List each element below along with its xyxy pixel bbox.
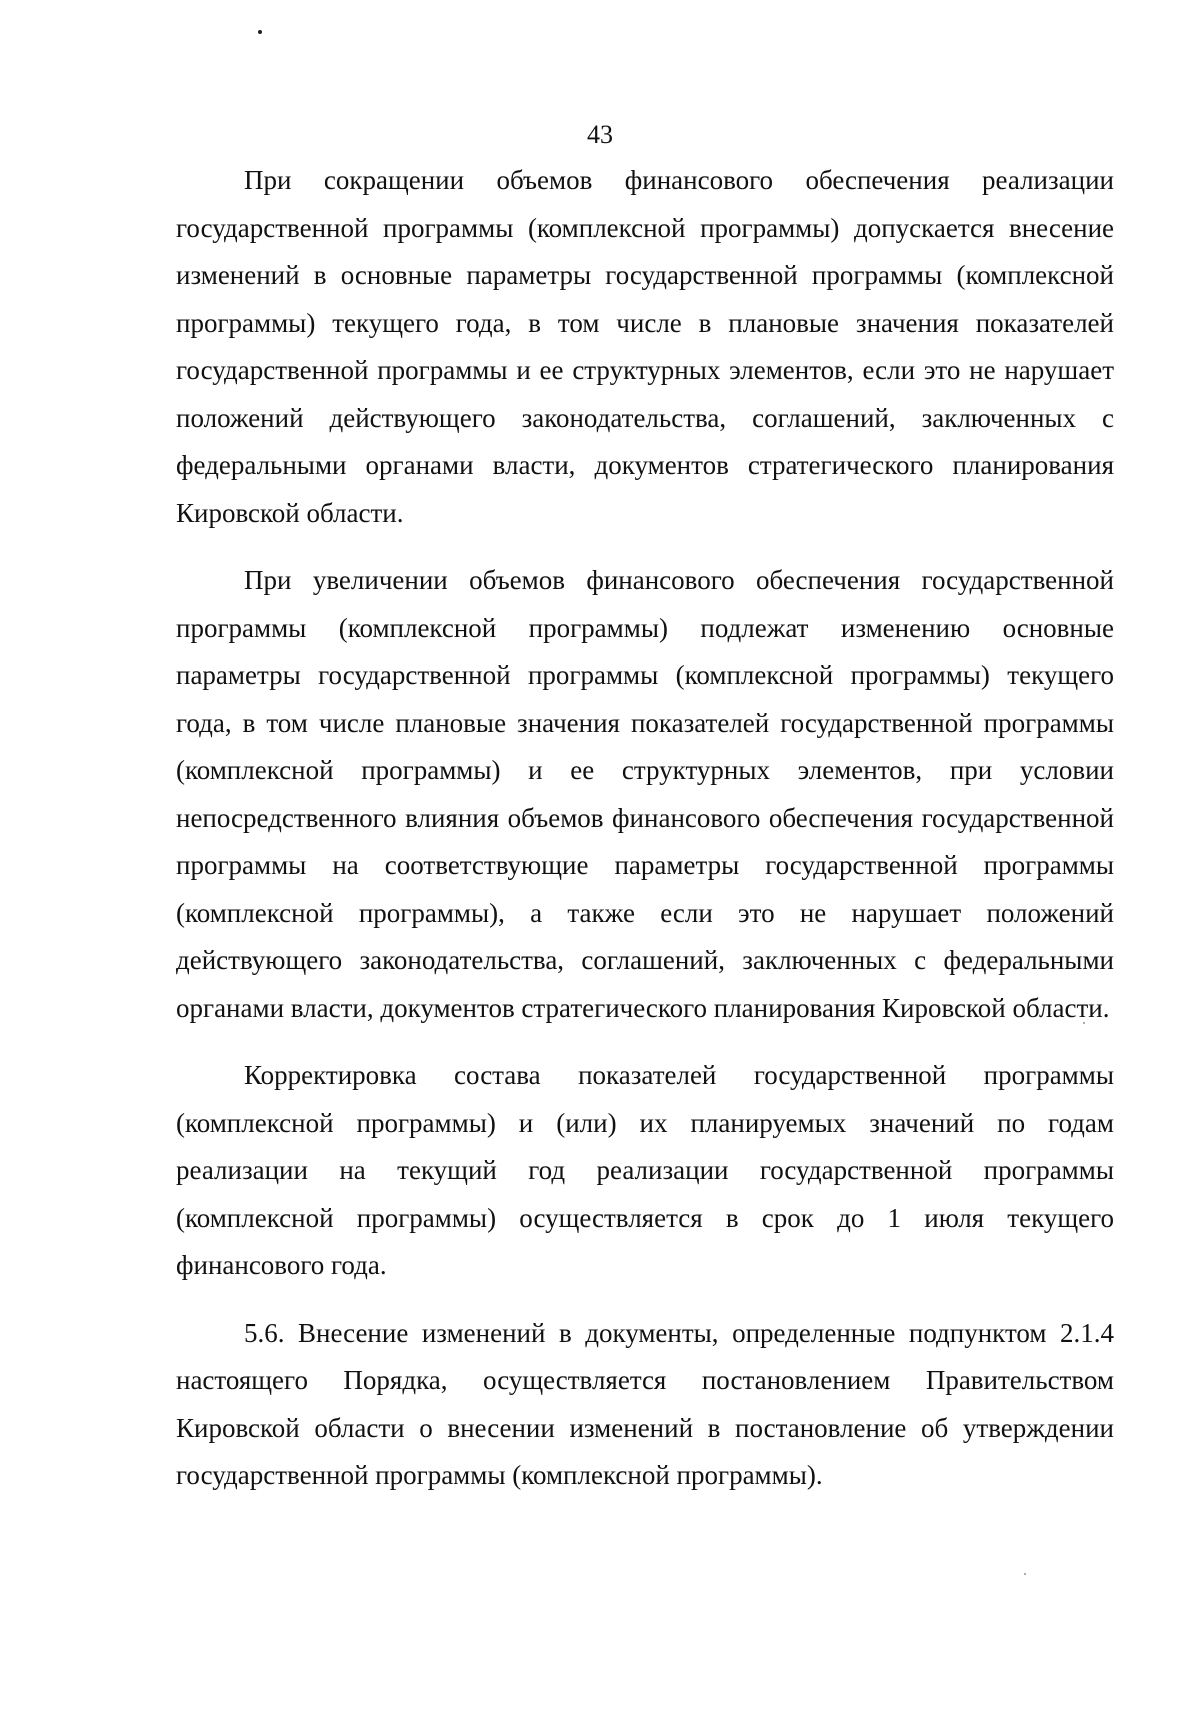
- paragraph-budget-increase: При увеличении объемов финансового обеспечения государственной программы (комплексной программы) подлежат изменению основные параметры государственной программы (комплексной программы) текущего года, в том числе плановые значения показателей государственной программы (комплексной программы) и ее структурных элементов, при условии непосредственного влияния объемов финансового обеспечения государственной программы на соответствующие параметры государственной программы (комплексной программы), а также если это не нарушает положений действующего законодательства, соглашений, заключенных с федеральными органами власти, документов стратегического планирования Кировской области.: [176, 565, 1114, 1023]
- scan-speck: [258, 30, 262, 34]
- scan-speck: [1024, 1573, 1026, 1575]
- page-number: 43: [587, 120, 613, 149]
- paragraph-section-5-6: 5.6. Внесение изменений в документы, определенные подпунктом 2.1.4 настоящего Порядка, осуществляется постановлением Правительством Кировской области о внесении изменений в постановление об утверждении государственной программы (комплексной программы).: [176, 1317, 1114, 1490]
- paragraph-budget-reduction: При сокращении объемов финансового обеспечения реализации государственной программы (комплексной программы) допускается внесение изменений в основные параметры государственной программы (комплексной программы) текущего года, в том числе в плановые значения показателей государственной программы и ее структурных элементов, если это не нарушает положений действующего законодательства, соглашений, заключенных с федеральными органами власти, документов стратегического планирования Кировской области.: [176, 165, 1114, 528]
- paragraph-indicator-adjustment: Корректировка состава показателей государственной программы (комплексной программы) и (или) их планируемых значений по годам реализации на текущий год реализации государственной программы (комплексной программы) осуществляется в срок до 1 июля текущего финансового года.: [176, 1060, 1114, 1280]
- document-body: [176, 157, 1114, 1520]
